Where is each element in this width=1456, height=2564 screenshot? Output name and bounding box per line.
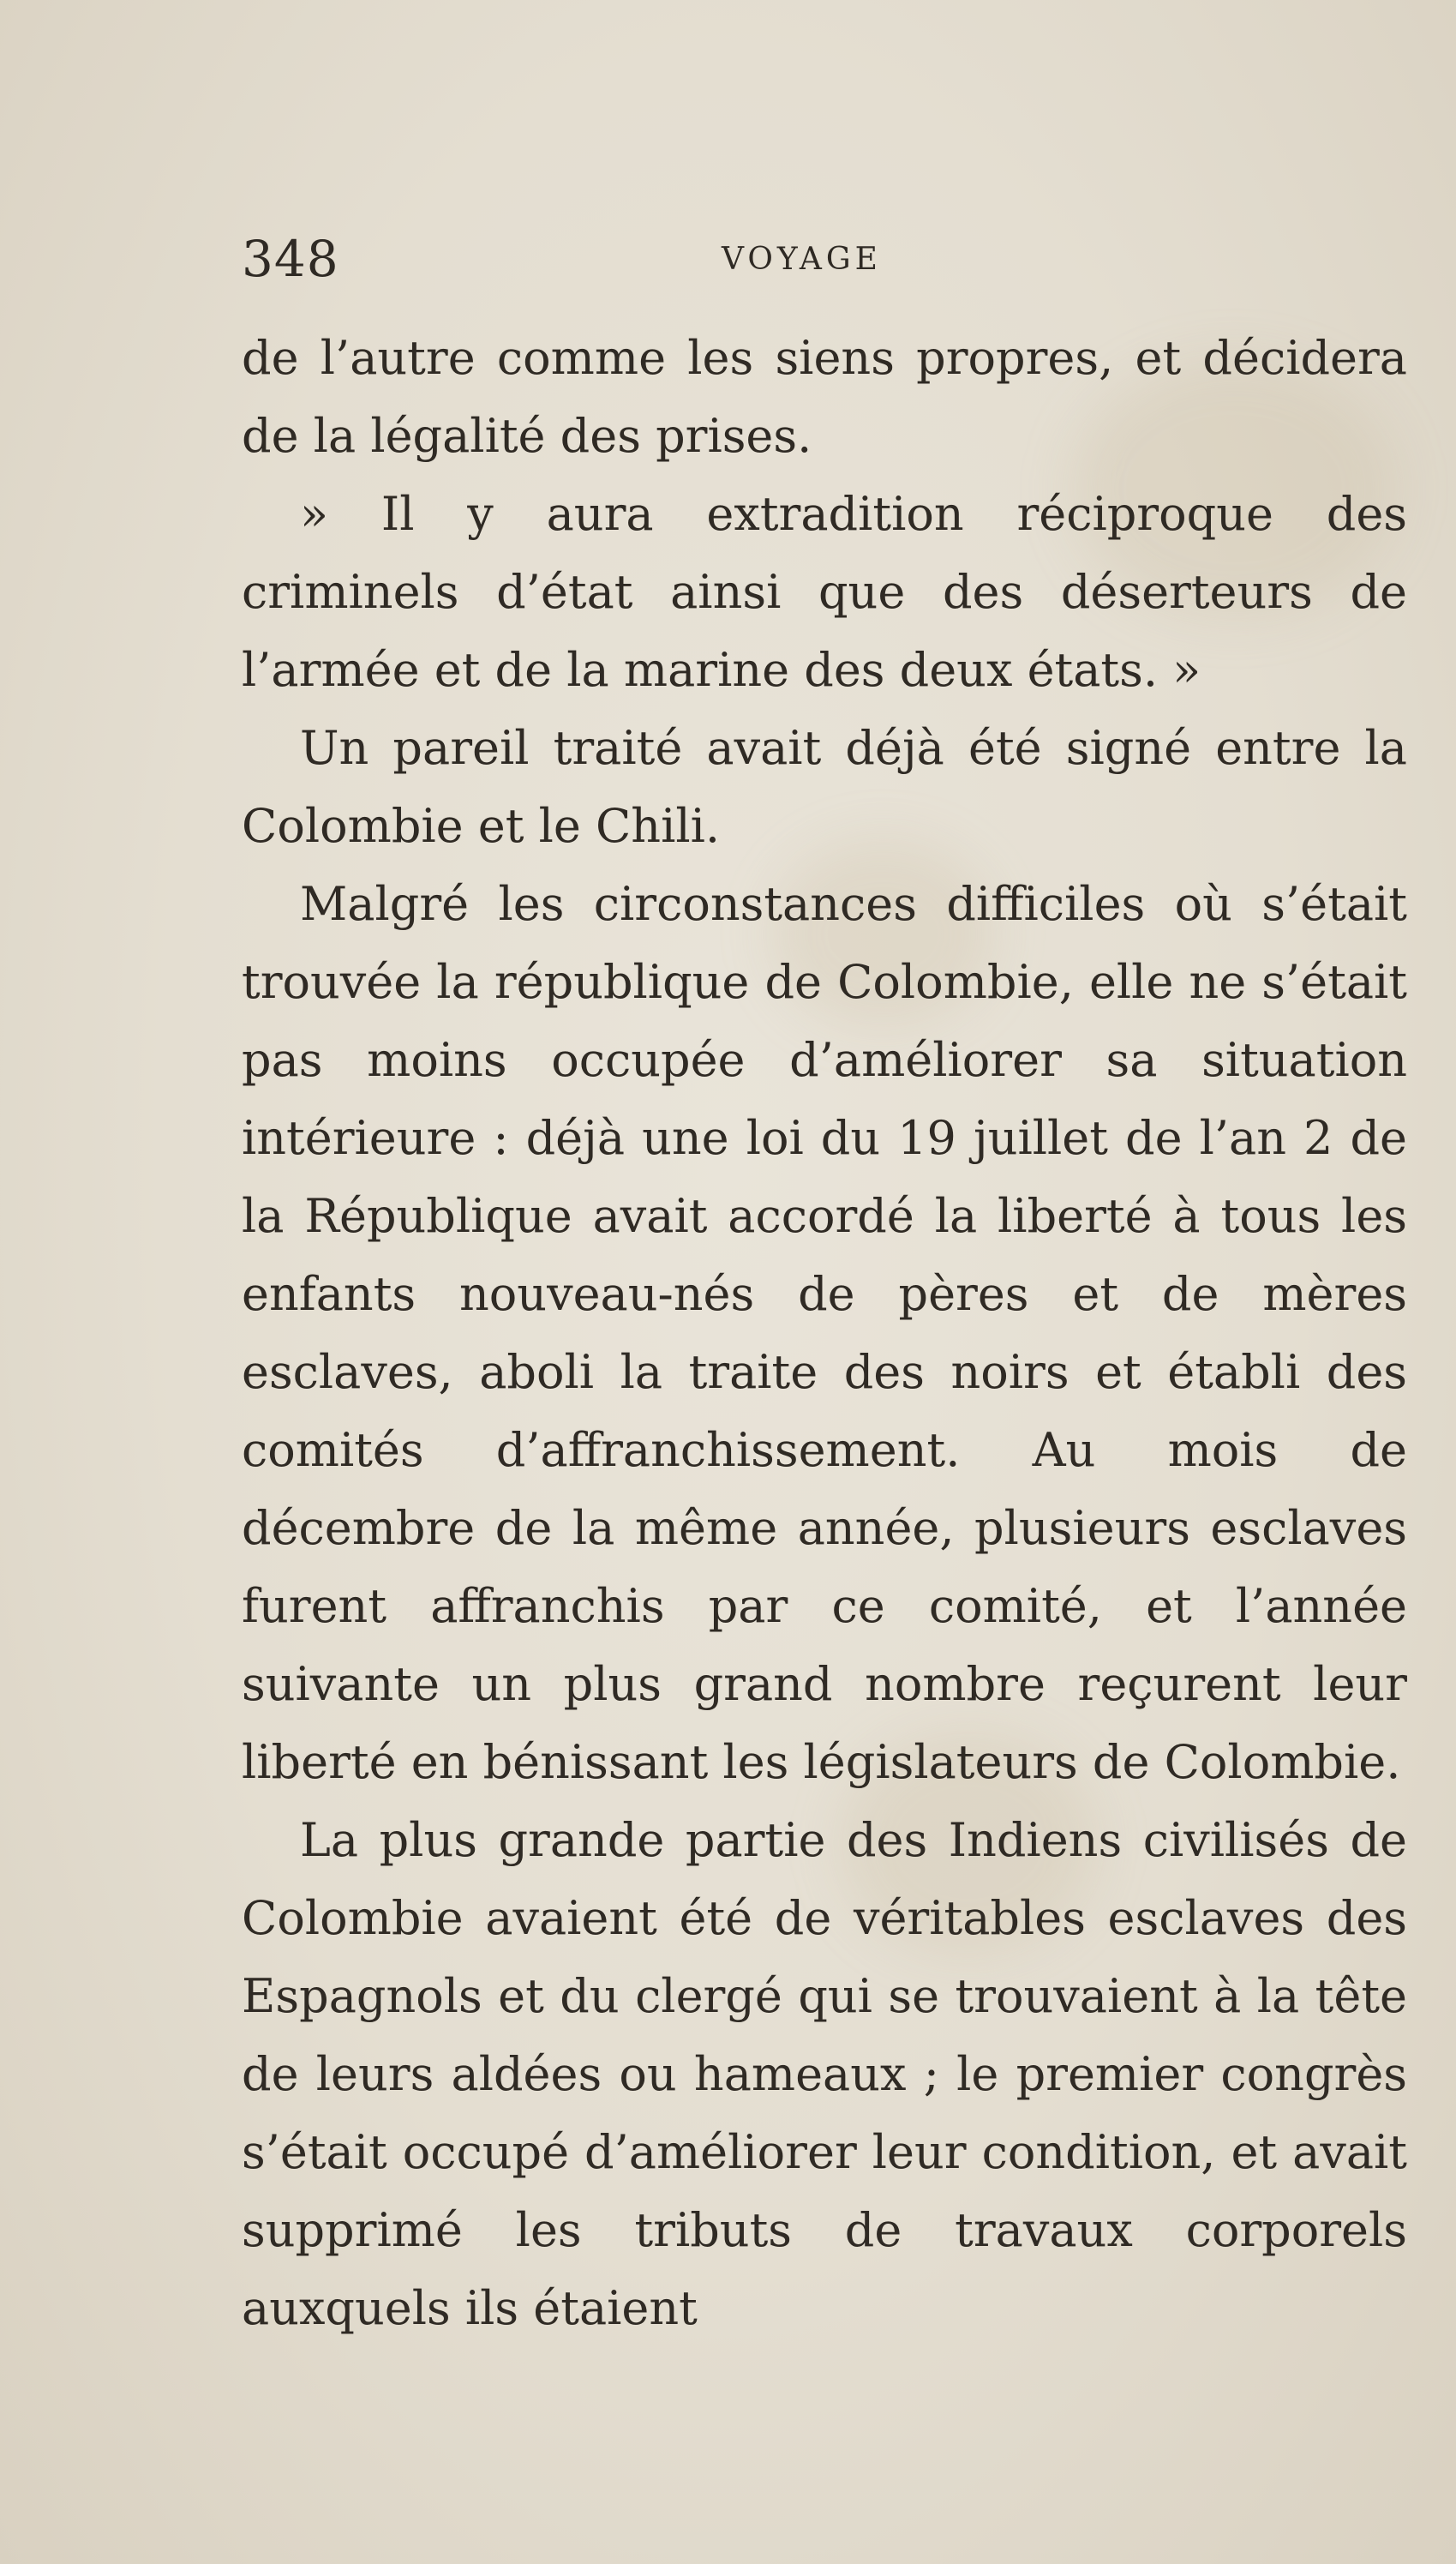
body-text — [242, 319, 1407, 2347]
paragraph: La plus grande partie des Indiens civilisés de Colombie avaient été de véritables esclaves des Espagnols et du clergé qui se trouvaient à la tête de leurs aldées ou hameaux ; le premier congrès s’était occupé d’améliorer leur condition, et avait supprimé les tributs de travaux corporels auxquels ils étaient — [242, 1813, 1407, 2335]
running-title: VOYAGE — [722, 242, 882, 277]
page-header — [242, 230, 1407, 290]
paragraph-quotation: » Il y aura extradition réciproque des criminels d’état ainsi que des déserteurs de l’armée et de la marine des deux états. » — [242, 487, 1407, 697]
paragraph-continuation: de l’autre comme les siens propres, et décidera de la légalité des prises. — [242, 331, 1407, 463]
page-number: 348 — [242, 230, 339, 288]
paragraph: Malgré les circonstances difficiles où s’était trouvée la république de Colombie, elle ne s’était pas moins occupée d’améliorer sa situation intérieure : déjà une loi du 19 juillet de l’an 2 de la République avait accordé la liberté à tous les enfants nouveau-nés de pères et de mères esclaves, aboli la traite des noirs et établi des comités d’affranchissement. Au mois de décembre de la même année, plusieurs esclaves furent affranchis par ce comité, et l’année suivante un plus grand nombre reçurent leur liberté en bénissant les législateurs de Colombie. — [242, 877, 1407, 1789]
paragraph: Un pareil traité avait déjà été signé entre la Colombie et le Chili. — [242, 721, 1407, 853]
